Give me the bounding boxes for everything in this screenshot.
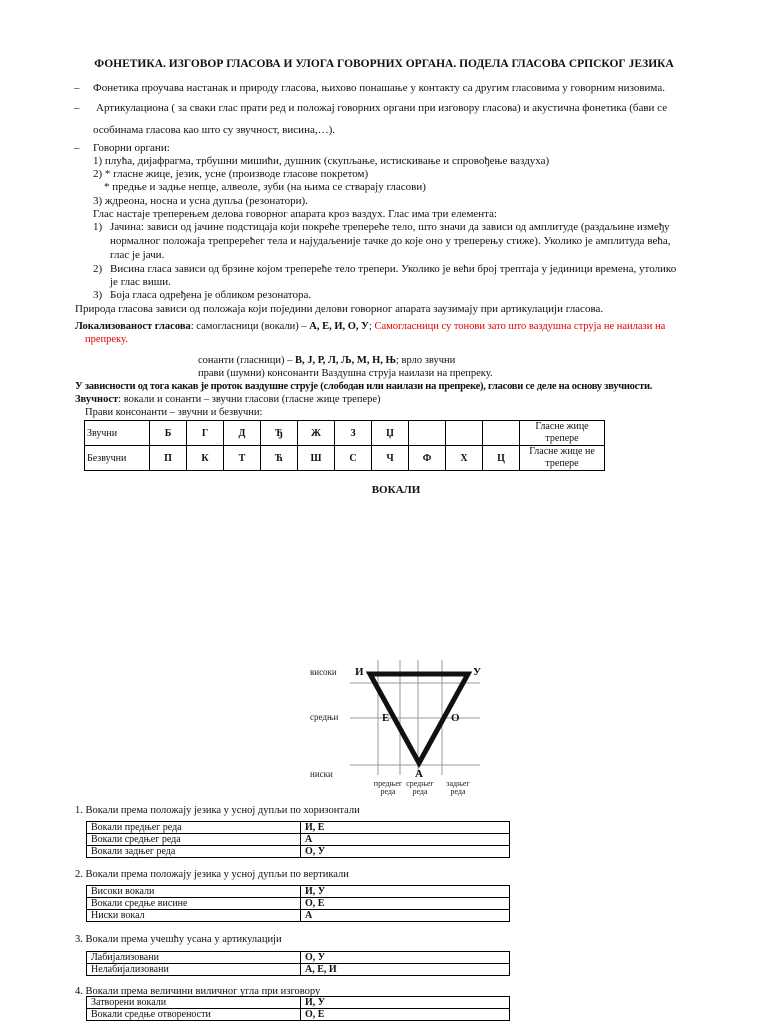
vowel-a: А — [415, 768, 423, 780]
table-row — [87, 886, 510, 898]
table-cell: Вокали задњег реда — [87, 846, 301, 858]
table-cell: Нелабијализовани — [87, 964, 301, 976]
table-heading: 3. Вокали према учешћу усана у артикулацији — [75, 934, 282, 945]
table-cell: А — [301, 834, 510, 846]
table-cell: Г — [187, 421, 224, 446]
paragraph-phonetics: Фонетика проучава настанак и природу гласова, њихово понашање у контакту са другим гласовима у говорним низовима. — [93, 82, 665, 94]
table-cell: О, Е — [301, 1009, 510, 1021]
true-consonants-line: прави (шумни) консонанти Ваздушна струја наилази на препреку. — [198, 368, 493, 379]
voicing-text: : вокали и сонанти – звучни гласови (гласне жице трепере) — [118, 394, 381, 405]
organs-item-1: 1) плућа, дијафрагма, трбушни мишићи, душник (скупљање, истискивање и спровођење ваздуха) — [93, 155, 550, 167]
element-number: 3) — [93, 289, 103, 301]
element-intensity-line1: Јачина: зависи од јачине подстицаја који покреће трепереће тело, што значи да зависи од амплитуде (раздаљине између — [110, 221, 670, 233]
table-cell-label: Звучни — [85, 421, 150, 446]
vowel-e: Е — [382, 712, 390, 724]
table-row — [87, 898, 510, 910]
element-number: 1) — [93, 221, 103, 233]
table-cell-label: Безвучни — [85, 446, 150, 471]
organs-item-2b: * предње и задње непце, алвеоле, зуби (на њима се стварају гласови) — [104, 181, 426, 193]
table-cell: Вокали средње отворености — [87, 1009, 301, 1021]
table-cell: С — [335, 446, 372, 471]
vowel-o: О — [451, 712, 460, 724]
table-heading: 2. Вокали према положају језика у усној дупљи по вертикали — [75, 869, 349, 880]
vowel-table-horizontal — [86, 821, 510, 858]
table-cell: Ниски вокал — [87, 910, 301, 922]
vowel-i: И — [355, 666, 364, 678]
vowel-table-vertical — [86, 885, 510, 922]
table-cell: И, У — [301, 886, 510, 898]
element-pitch-line2: је глас виши. — [110, 276, 171, 288]
paragraph-articulation-line1: Артикулациона ( за сваки глас прати ред и положај говорних органи при изговору гласова) и акустична фонетика (бави се — [96, 102, 668, 114]
table-heading: 4. Вокали према величини виличног угла при изговору — [75, 986, 321, 997]
table-cell — [483, 421, 520, 446]
localization-paragraph — [75, 320, 725, 333]
table-cell — [446, 421, 483, 446]
paragraph-articulation-line2: особинама гласова као што су звучност, висина,…). — [93, 124, 335, 136]
table-cell: Затворени вокали — [87, 997, 301, 1009]
col-label-central: средњег — [406, 779, 434, 788]
table-cell: Д — [224, 421, 261, 446]
table-cell — [409, 421, 446, 446]
bullet-dash: – — [74, 82, 80, 94]
table-cell-note: Гласне жице трепере — [520, 421, 605, 446]
table-row — [85, 446, 605, 471]
element-intensity-line3: глас је јачи. — [110, 249, 165, 261]
vowel-list: А, Е, И, О, У — [309, 321, 369, 332]
organs-item-3: 3) ждреона, носна и усна дупља (резонатори). — [93, 195, 308, 207]
table-cell: Лабијализовани — [87, 952, 301, 964]
table-cell: Ж — [298, 421, 335, 446]
airflow-note: У зависности од тога какав је проток ваздушне струје (слободан или наилази на препреке), гласови се деле на основу звучности. — [75, 381, 653, 392]
vowels-heading: ВОКАЛИ — [371, 484, 421, 496]
true-consonants-heading: Прави консонанти – звучни и безвучни: — [85, 407, 263, 418]
table-row — [87, 910, 510, 922]
table-cell: Ђ — [261, 421, 298, 446]
localization-text: : самогласници (вокали) – — [190, 321, 307, 332]
table-cell: О, У — [301, 846, 510, 858]
table-cell: А, Е, И — [301, 964, 510, 976]
table-cell: А — [301, 910, 510, 922]
table-cell: Високи вокали — [87, 886, 301, 898]
organs-heading: Говорни органи: — [93, 142, 170, 154]
organs-item-2: 2) * гласне жице, језик, усне (производе гласове покретом) — [93, 168, 369, 180]
table-cell: Вокали средњег реда — [87, 834, 301, 846]
row-label-mid: средњи — [310, 712, 339, 722]
table-row — [87, 997, 510, 1009]
vowel-table-jaw — [86, 996, 510, 1021]
table-heading: 1. Вокали према положају језика у усној дупљи по хоризонтали — [75, 805, 360, 816]
table-cell: К — [187, 446, 224, 471]
table-cell: Ћ — [261, 446, 298, 471]
sonants-line — [198, 354, 455, 367]
element-timbre: Боја гласа одређена је обликом резонатора. — [110, 289, 312, 301]
element-number: 2) — [93, 263, 103, 275]
table-cell: Б — [150, 421, 187, 446]
table-cell: Ф — [409, 446, 446, 471]
row-label-low: ниски — [310, 769, 333, 779]
table-row — [85, 421, 605, 446]
table-cell: П — [150, 446, 187, 471]
vowel-triangle-diagram — [300, 655, 500, 803]
table-row — [87, 822, 510, 834]
bullet-dash: – — [74, 102, 80, 114]
table-row — [87, 1009, 510, 1021]
vowel-table-lips — [86, 951, 510, 976]
table-row — [87, 834, 510, 846]
voicing-label: Звучност — [75, 394, 119, 405]
vowel-note-red-cont: препреку. — [85, 334, 128, 345]
table-cell: Х — [446, 446, 483, 471]
table-cell-note: Гласне жице не трепере — [520, 446, 605, 471]
voice-intro: Глас настаје треперењем делова говорног апарата кроз ваздух. Глас има три елемента: — [93, 208, 498, 220]
sonants-label: сонанти (гласници) – — [198, 355, 293, 366]
row-label-high: високи — [310, 667, 337, 677]
table-cell: З — [335, 421, 372, 446]
col-label-central: реда — [412, 787, 428, 796]
table-cell: Вокали предњег реда — [87, 822, 301, 834]
table-cell: Ч — [372, 446, 409, 471]
col-label-front: реда — [380, 787, 396, 796]
table-cell: И, Е — [301, 822, 510, 834]
localization-label: Локализованост гласова — [75, 321, 191, 332]
vowel-u: У — [473, 666, 482, 678]
table-cell: О, У — [301, 952, 510, 964]
table-cell: Т — [224, 446, 261, 471]
sonants-list: В, Ј, Р, Л, Љ, М, Н, Њ — [294, 355, 397, 366]
table-row — [87, 846, 510, 858]
sonants-note: ; врло звучни — [396, 355, 456, 366]
table-row — [87, 964, 510, 976]
table-cell: Ц — [483, 446, 520, 471]
col-label-back: реда — [450, 787, 466, 796]
nature-of-sounds: Природа гласова зависи од положаја који поједини делови говорног апарата заузимају при артикулацији гласова. — [75, 303, 604, 315]
table-cell: Џ — [372, 421, 409, 446]
vowel-note-red: Самогласници су тонови зато што ваздушна струја не наилази на — [374, 321, 666, 332]
table-cell: Ш — [298, 446, 335, 471]
page-title: ФОНЕТИКА. ИЗГОВОР ГЛАСОВА И УЛОГА ГОВОРНИХ ОРГАНА. ПОДЕЛА ГЛАСОВА СРПСКОГ ЈЕЗИКА — [94, 58, 674, 70]
table-cell: О, Е — [301, 898, 510, 910]
consonant-table — [84, 420, 605, 471]
table-row — [87, 952, 510, 964]
element-intensity-line2: нормалног положаја трепререћег тела и најудаљеније тачке до које оно у треперењу стиже). Уколико је амплитуда већа, — [110, 235, 671, 247]
voicing-line — [75, 393, 381, 406]
separator: ; — [368, 321, 372, 332]
table-cell: Вокали средње висине — [87, 898, 301, 910]
col-label-front: предњег — [373, 779, 403, 788]
bullet-dash: – — [74, 142, 80, 154]
table-cell: И, У — [301, 997, 510, 1009]
element-pitch-line1: Висина гласа зависи од брзине којом трепереће тело трепери. Уколико је већи број трептаја у јединици времена, утолико — [110, 263, 677, 275]
col-label-back: задњег — [446, 779, 470, 788]
